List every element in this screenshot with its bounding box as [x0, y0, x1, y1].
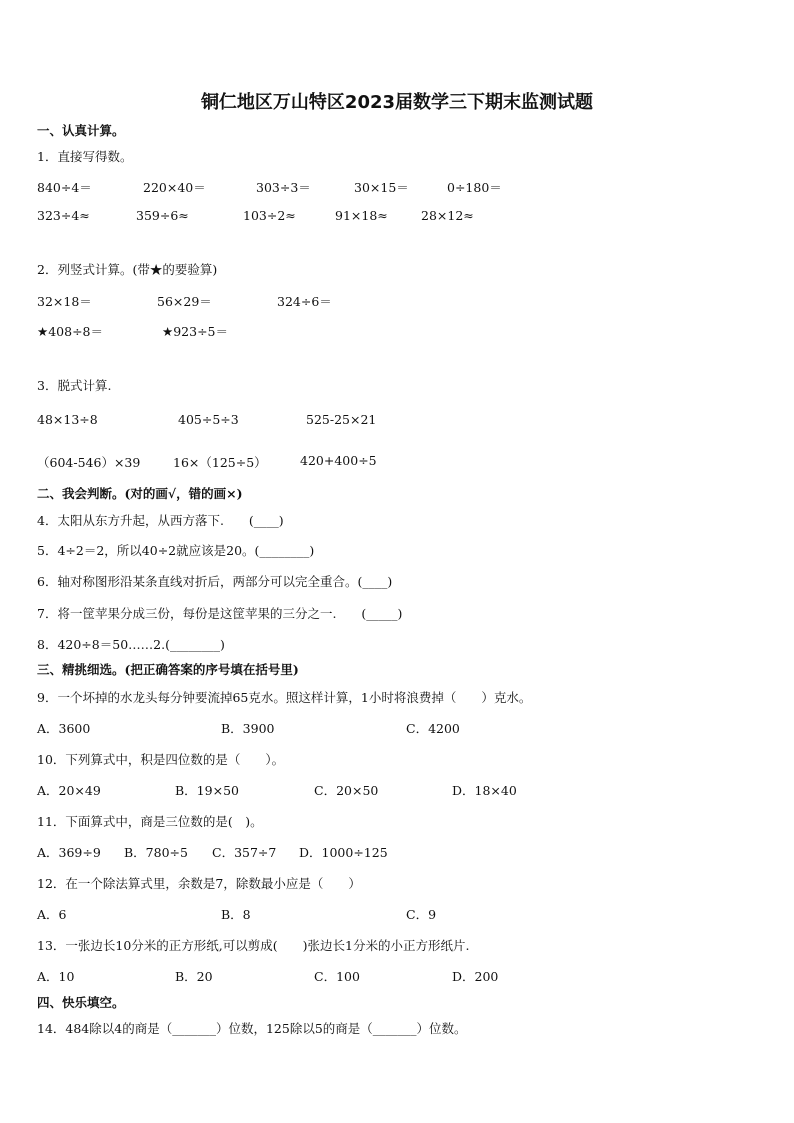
option: A．6: [37, 907, 67, 922]
section-heading-3: 三、精挑细选。(把正确答案的序号填在括号里): [37, 662, 299, 677]
calc-item: 405÷5÷3: [178, 412, 239, 427]
page-title: 铜仁地区万山特区2023届数学三下期末监测试题: [200, 92, 594, 113]
calc-item: 359÷6≈: [136, 208, 189, 223]
calc-item: ★408÷8＝: [37, 324, 103, 339]
calc-item: 420+400÷5: [300, 453, 377, 468]
option: B．8: [221, 907, 251, 922]
calc-item: 56×29＝: [157, 294, 212, 309]
question-12-stem: 12．在一个除法算式里，余数是7，除数最小应是（ ）: [37, 876, 361, 891]
section-heading-2: 二、我会判断。(对的画√，错的画×): [37, 486, 243, 501]
judge-item: 4．太阳从东方升起，从西方落下. (____): [37, 513, 284, 528]
question-11-stem: 11．下面算式中，商是三位数的是( )。: [37, 814, 263, 829]
option: C．100: [314, 969, 360, 984]
option: C．9: [406, 907, 437, 922]
calc-item: 840÷4＝: [37, 180, 92, 195]
question-3-label: 3．脱式计算.: [37, 378, 112, 393]
calc-item: 324÷6＝: [277, 294, 332, 309]
option: A．10: [37, 969, 75, 984]
option: D．1000÷125: [299, 845, 388, 860]
question-2-label: 2．列竖式计算。(带★的要验算): [37, 262, 218, 277]
option: B．19×50: [175, 783, 239, 798]
calc-item: 16×（125÷5）: [173, 455, 267, 470]
judge-item: 7．将一筐苹果分成三份，每份是这筐苹果的三分之一. (_____): [37, 606, 403, 621]
question-13-stem: 13．一张边长10分米的正方形纸,可以剪成( )张边长1分米的小正方形纸片.: [37, 938, 470, 953]
calc-item: 28×12≈: [421, 208, 474, 223]
option: C．357÷7: [212, 845, 277, 860]
option: A．20×49: [37, 783, 101, 798]
option: D．200: [452, 969, 499, 984]
option: C．4200: [406, 721, 460, 736]
calc-item: 30×15＝: [354, 180, 409, 195]
option: A．369÷9: [37, 845, 101, 860]
calc-item: 91×18≈: [335, 208, 388, 223]
calc-item: 0÷180＝: [447, 180, 502, 195]
section-heading-4: 四、快乐填空。: [37, 995, 125, 1010]
calc-item: 48×13÷8: [37, 412, 98, 427]
calc-item: （604-546）×39: [37, 455, 141, 470]
calc-item: 323÷4≈: [37, 208, 90, 223]
option: C．20×50: [314, 783, 379, 798]
option: B．780÷5: [124, 845, 188, 860]
calc-item: 32×18＝: [37, 294, 92, 309]
question-10-stem: 10．下列算式中，积是四位数的是（ ）。: [37, 752, 285, 767]
option: D．18×40: [452, 783, 517, 798]
question-9-stem: 9．一个坏掉的水龙头每分钟要流掉65克水。照这样计算，1小时将浪费掉（ ）克水。: [37, 690, 532, 705]
calc-item: 525-25×21: [306, 412, 377, 427]
question-1-label: 1．直接写得数。: [37, 149, 133, 164]
option: B．3900: [221, 721, 275, 736]
calc-item: 103÷2≈: [243, 208, 296, 223]
calc-item: ★923÷5＝: [162, 324, 228, 339]
option: B．20: [175, 969, 213, 984]
question-14-stem: 14．484除以4的商是（_______）位数，125除以5的商是（_______）位数。: [37, 1021, 467, 1036]
calc-item: 303÷3＝: [256, 180, 311, 195]
judge-item: 8．420÷8＝50……2.(________): [37, 637, 225, 652]
judge-item: 5．4÷2＝2，所以40÷2就应该是20。(________): [37, 543, 315, 558]
option: A．3600: [37, 721, 91, 736]
calc-item: 220×40＝: [143, 180, 206, 195]
section-heading-1: 一、认真计算。: [37, 123, 125, 138]
judge-item: 6．轴对称图形沿某条直线对折后，两部分可以完全重合。(____): [37, 574, 393, 589]
